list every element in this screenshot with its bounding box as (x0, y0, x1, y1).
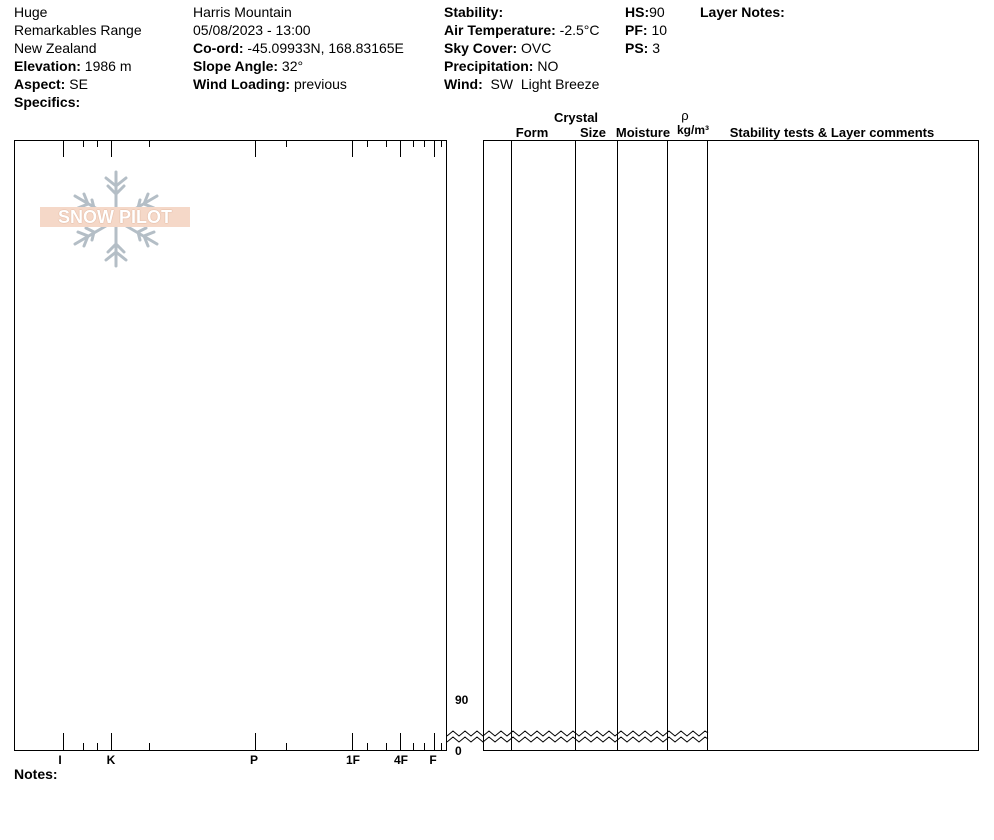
ps-label: PS: (625, 40, 649, 56)
snowpilot-logo (36, 168, 196, 272)
layer-notes-label: Layer Notes: (700, 4, 785, 20)
country-name: New Zealand (14, 40, 97, 56)
hardness-label-4f: 4F (393, 753, 409, 767)
coord-label: Co-ord: (193, 40, 244, 56)
wind-loading-value: previous (290, 76, 347, 92)
density-symbol: ρ (681, 108, 689, 123)
crystal-header: Crystal (553, 110, 599, 125)
depth-bottom-label: 0 (455, 744, 462, 758)
density-unit: kg/m³ (676, 123, 709, 137)
moisture-header: Moisture (615, 125, 671, 140)
aspect-label: Aspect: (14, 76, 66, 92)
hardness-label-f: F (429, 753, 437, 767)
bottom-ticks (64, 733, 442, 750)
hardness-label-1f: 1F (345, 753, 361, 767)
wind-label: Wind: (444, 76, 483, 92)
depth-break-lower (447, 737, 708, 742)
form-header: Form (515, 125, 549, 140)
specifics-label: Specifics: (14, 94, 81, 110)
pf-value: 10 (647, 22, 668, 38)
ps-value: 3 (648, 40, 661, 56)
snowpilot-logo-text: SNOW PILOT (40, 207, 190, 227)
sky-cover-value: OVC (517, 40, 552, 56)
wind-loading-label: Wind Loading: (193, 76, 291, 92)
depth-top-label: 90 (455, 693, 469, 707)
size-header: Size (579, 125, 606, 140)
sky-cover-label: Sky Cover: (444, 40, 518, 56)
layer-table-frame (484, 141, 979, 751)
site-name: Huge (14, 4, 48, 20)
air-temp-label: Air Temperature: (444, 22, 556, 38)
hardness-label-p: P (249, 753, 259, 767)
wind-value: SW Light Breeze (482, 76, 600, 92)
precipitation-value: NO (533, 58, 559, 74)
hs-value: 90 (649, 4, 665, 20)
elevation-label: Elevation: (14, 58, 81, 74)
stability-label: Stability: (444, 4, 504, 20)
pf-label: PF: (625, 22, 648, 38)
depth-break-upper (447, 731, 708, 736)
notes-label: Notes: (14, 766, 58, 782)
comments-header: Stability tests & Layer comments (729, 125, 935, 140)
elevation-value: 1986 m (80, 58, 132, 74)
aspect-value: SE (65, 76, 88, 92)
air-temp-value: -2.5°C (555, 22, 600, 38)
range-name: Remarkables Range (14, 22, 142, 38)
hs-label: HS: (625, 4, 650, 20)
coord-value: -45.09933N, 168.83165E (243, 40, 404, 56)
hardness-label-k: K (106, 753, 116, 767)
location-name: Harris Mountain (193, 4, 292, 20)
precipitation-label: Precipitation: (444, 58, 534, 74)
observation-datetime: 05/08/2023 - 13:00 (193, 22, 311, 38)
slope-value: 32° (278, 58, 304, 74)
top-ticks (64, 140, 442, 157)
layer-table-columns (512, 140, 708, 750)
hardness-label-i: I (58, 753, 62, 767)
slope-label: Slope Angle: (193, 58, 279, 74)
